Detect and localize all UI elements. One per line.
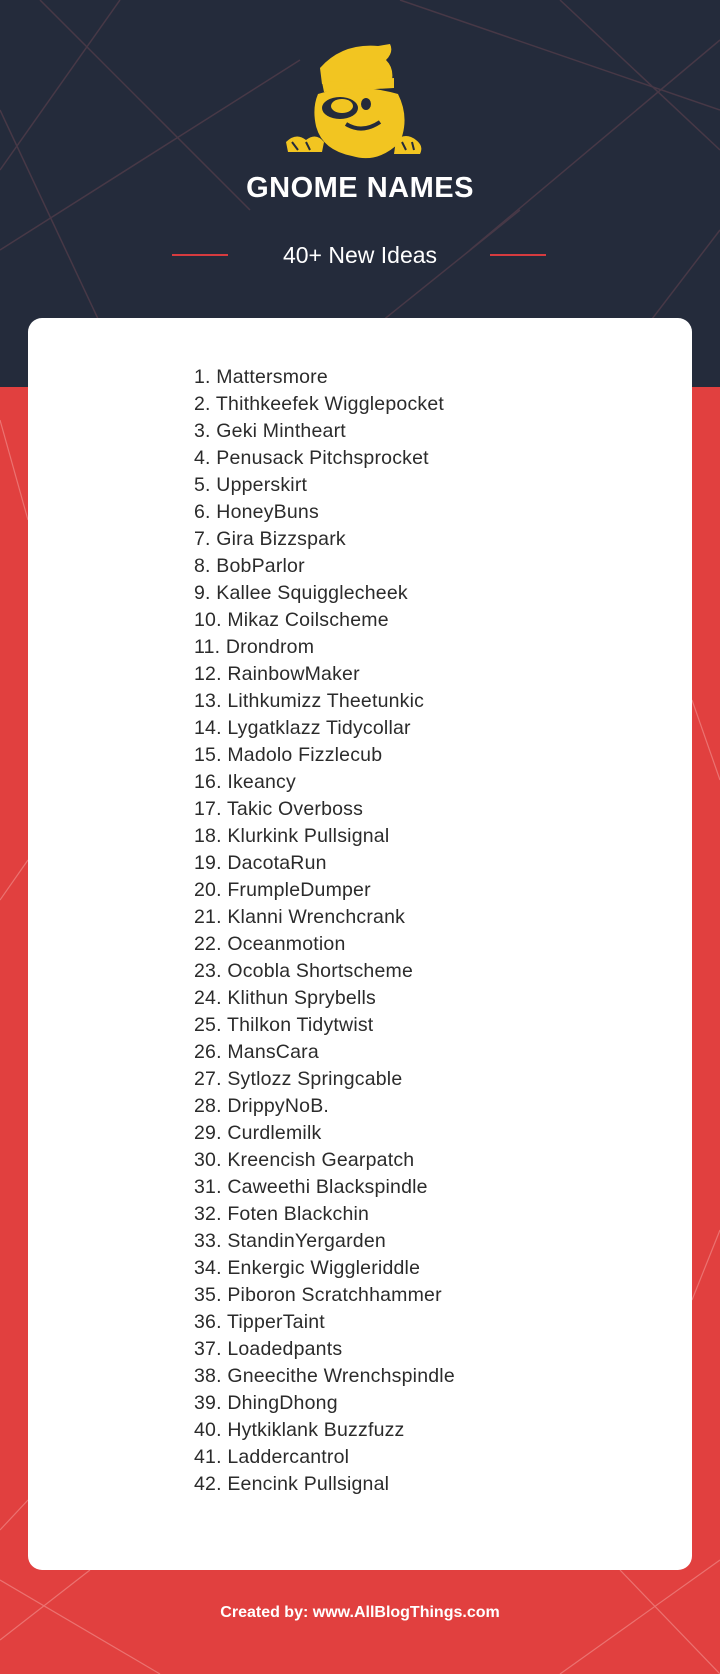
list-item: 25. Thilkon Tidytwist <box>194 1014 374 1036</box>
list-item: 14. Lygatklazz Tidycollar <box>194 717 411 739</box>
list-item: 41. Laddercantrol <box>194 1446 350 1468</box>
list-item: 16. Ikeancy <box>194 771 296 793</box>
gnome-name-list <box>194 364 455 1498</box>
list-item: 37. Loadedpants <box>194 1338 343 1360</box>
list-item: 2. Thithkeefek Wigglepocket <box>194 393 445 415</box>
list-item: 18. Klurkink Pullsignal <box>194 825 390 847</box>
list-item: 27. Sytlozz Springcable <box>194 1068 403 1090</box>
list-item: 31. Caweethi Blackspindle <box>194 1176 428 1198</box>
list-item: 24. Klithun Sprybells <box>194 987 376 1009</box>
list-item: 7. Gira Bizzspark <box>194 528 346 550</box>
list-item: 8. BobParlor <box>194 555 305 577</box>
list-item: 3. Geki Mintheart <box>194 420 346 442</box>
list-item: 22. Oceanmotion <box>194 933 346 955</box>
page-title: GNOME NAMES <box>246 172 474 204</box>
list-item: 21. Klanni Wrenchcrank <box>194 906 406 928</box>
list-item: 9. Kallee Squigglecheek <box>194 582 408 604</box>
list-item: 35. Piboron Scratchhammer <box>194 1284 442 1306</box>
list-item: 30. Kreencish Gearpatch <box>194 1149 415 1171</box>
list-item: 19. DacotaRun <box>194 852 327 874</box>
list-item: 15. Madolo Fizzlecub <box>194 744 383 766</box>
list-item: 10. Mikaz Coilscheme <box>194 609 389 631</box>
list-item: 20. FrumpleDumper <box>194 879 371 901</box>
list-item: 5. Upperskirt <box>194 474 308 496</box>
footer-credit: Created by: www.AllBlogThings.com <box>220 1604 500 1621</box>
list-item: 1. Mattersmore <box>194 366 328 388</box>
subtitle-row <box>0 238 720 272</box>
names-card <box>28 318 692 1570</box>
gnome-head-icon <box>282 38 432 166</box>
list-item: 36. TipperTaint <box>194 1311 325 1333</box>
list-item: 38. Gneecithe Wrenchspindle <box>194 1365 455 1387</box>
subtitle-right-dash <box>490 254 546 256</box>
list-item: 11. Drondrom <box>194 636 315 658</box>
list-item: 6. HoneyBuns <box>194 501 319 523</box>
list-item: 34. Enkergic Wiggleriddle <box>194 1257 421 1279</box>
list-item: 39. DhingDhong <box>194 1392 338 1414</box>
list-item: 17. Takic Overboss <box>194 798 364 820</box>
list-item: 26. MansCara <box>194 1041 319 1063</box>
list-item: 23. Ocobla Shortscheme <box>194 960 414 982</box>
list-item: 12. RainbowMaker <box>194 663 360 685</box>
list-item: 4. Penusack Pitchsprocket <box>194 447 429 469</box>
list-item: 42. Eencink Pullsignal <box>194 1473 390 1495</box>
list-item: 33. StandinYergarden <box>194 1230 386 1252</box>
list-item: 40. Hytkiklank Buzzfuzz <box>194 1419 405 1441</box>
list-item: 28. DrippyNoB. <box>194 1095 330 1117</box>
list-item: 32. Foten Blackchin <box>194 1203 370 1225</box>
list-item: 29. Curdlemilk <box>194 1122 322 1144</box>
list-item: 13. Lithkumizz Theetunkic <box>194 690 425 712</box>
subtitle: 40+ New Ideas <box>282 242 438 268</box>
